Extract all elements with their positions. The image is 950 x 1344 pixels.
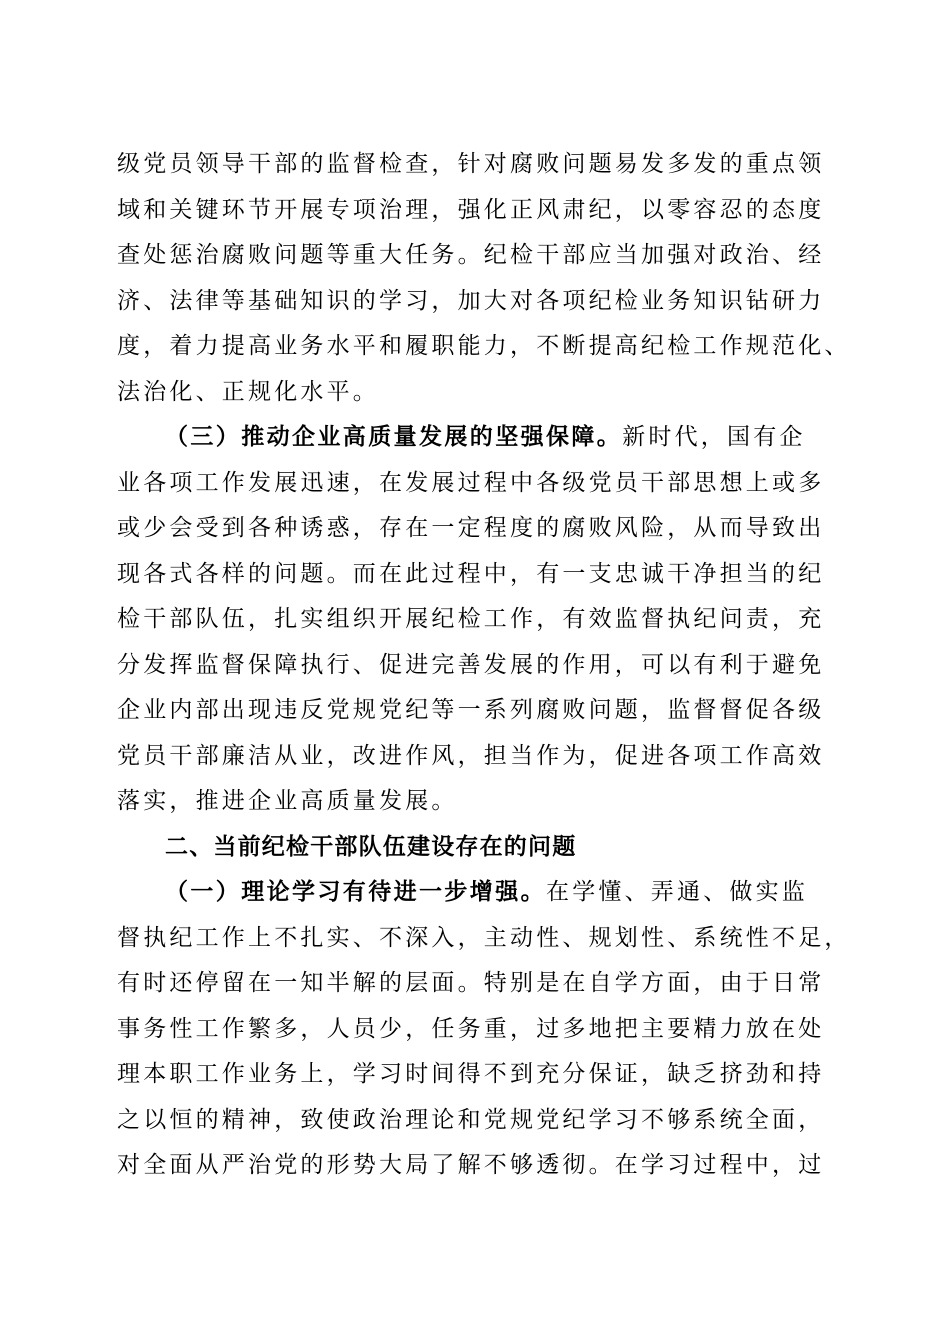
body-line: 理本职工作业务上，学习时间得不到充分保证，缺乏挤劲和持: [117, 1061, 825, 1087]
subsection-heading: （一）理论学习有待进一步增强。: [165, 879, 546, 905]
section-heading: 二、当前纪检干部队伍建设存在的问题: [165, 833, 577, 860]
body-line: 之以恒的精神，致使政治理论和党规党纪学习不够系统全面，: [117, 1106, 825, 1133]
body-line: 现各式各样的问题。而在此过程中，有一支忠诚干净担当的纪: [117, 560, 825, 587]
paragraph-first-line: [117, 870, 847, 916]
body-line: 域和关键环节开展专项治理，强化正风肃纪，以零容忍的态度: [117, 196, 825, 223]
body-text: 新时代，国有企: [622, 424, 806, 450]
body-line: 事务性工作繁多，人员少，任务重，过多地把主要精力放在处: [117, 1015, 825, 1042]
body-text: 在学懂、弄通、做实监: [546, 879, 808, 905]
body-line: 督执纪工作上不扎实、不深入，主动性、规划性、系统性不足，: [117, 924, 851, 951]
body-line: 或少会受到各种诱惑，存在一定程度的腐败风险，从而导致出: [117, 515, 825, 541]
body-line: 党员干部廉洁从业，改进作风，担当作为，促进各项工作高效: [117, 742, 825, 769]
body-line: 业各项工作发展迅速，在发展过程中各级党员干部思想上或多: [117, 469, 825, 496]
body-line: 落实，推进企业高质量发展。: [117, 788, 458, 814]
subsection-heading: （三）推动企业高质量发展的坚强保障。: [165, 424, 623, 450]
body-line: 法治化、正规化水平。: [117, 378, 379, 405]
body-line: 分发挥监督保障执行、促进完善发展的作用，可以有利于避免: [117, 651, 825, 678]
body-line: 有时还停留在一知半解的层面。特别是在自学方面，由于日常: [117, 970, 825, 996]
body-line: 度，着力提高业务水平和履职能力，不断提高纪检工作规范化、: [117, 333, 851, 359]
body-line: 企业内部出现违反党规党纪等一系列腐败问题，监督督促各级: [117, 697, 825, 723]
body-line: 济、法律等基础知识的学习，加大对各项纪检业务知识钻研力: [117, 287, 825, 314]
body-line: 查处惩治腐败问题等重大任务。纪检干部应当加强对政治、经: [117, 242, 825, 268]
body-line: 对全面从严治党的形势大局了解不够透彻。在学习过程中，过: [117, 1152, 825, 1178]
body-line: 级党员领导干部的监督检查，针对腐败问题易发多发的重点领: [117, 151, 825, 177]
paragraph-first-line: [117, 415, 847, 461]
body-line: 检干部队伍，扎实组织开展纪检工作，有效监督执纪问责，充: [117, 606, 825, 632]
document-body: [117, 142, 851, 1189]
